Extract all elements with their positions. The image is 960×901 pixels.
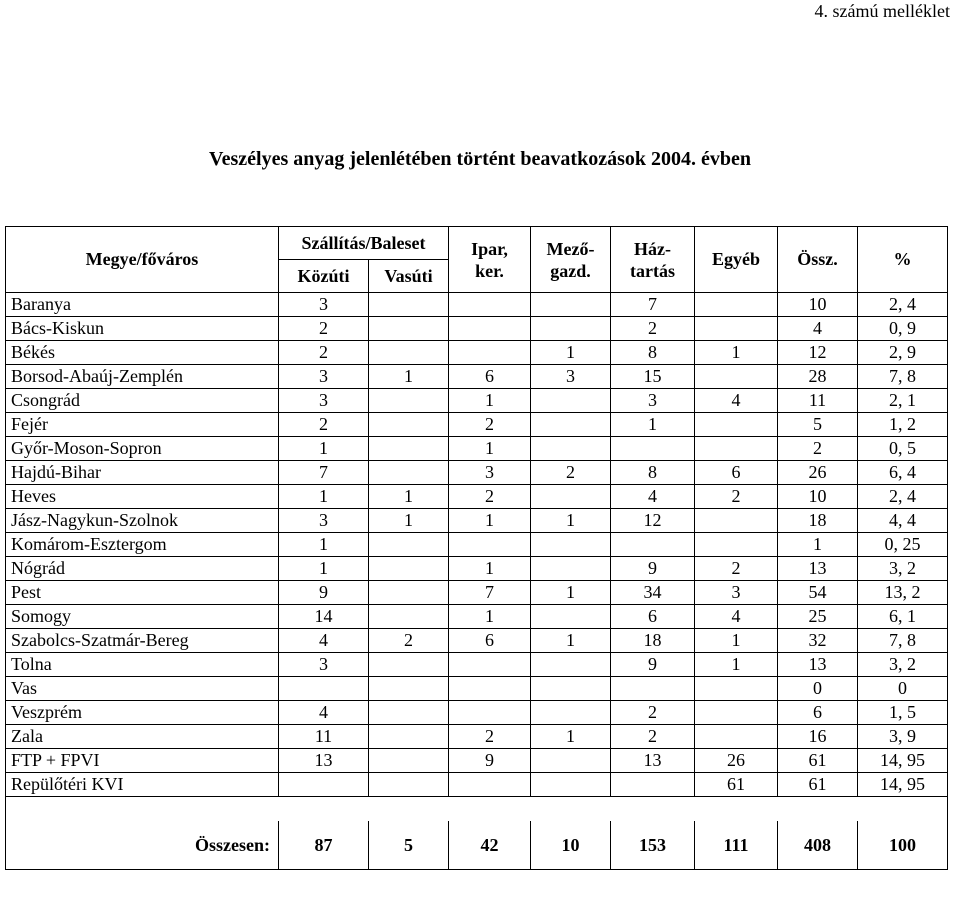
value-cell bbox=[369, 701, 449, 725]
value-cell: 11 bbox=[778, 389, 858, 413]
value-cell: 61 bbox=[695, 773, 778, 797]
county-cell: Veszprém bbox=[6, 701, 279, 725]
value-cell bbox=[449, 317, 531, 341]
col-header-total: Össz. bbox=[778, 227, 858, 293]
col-header-rail: Vasúti bbox=[369, 260, 449, 293]
value-cell: 2, 4 bbox=[858, 293, 948, 317]
value-cell: 2 bbox=[449, 725, 531, 749]
county-cell: Repülőtéri KVI bbox=[6, 773, 279, 797]
value-cell: 1, 2 bbox=[858, 413, 948, 437]
value-cell: 2 bbox=[695, 557, 778, 581]
value-cell: 1 bbox=[449, 557, 531, 581]
col-header-household-line2: tartás bbox=[630, 260, 675, 281]
value-cell: 2, 1 bbox=[858, 389, 948, 413]
totals-cell: 153 bbox=[611, 821, 695, 870]
value-cell: 2 bbox=[279, 413, 369, 437]
value-cell: 8 bbox=[611, 341, 695, 365]
value-cell: 32 bbox=[778, 629, 858, 653]
value-cell bbox=[531, 389, 611, 413]
table-row bbox=[6, 293, 948, 317]
col-header-transport: Szállítás/Baleset bbox=[279, 227, 449, 260]
value-cell: 7 bbox=[449, 581, 531, 605]
value-cell: 10 bbox=[778, 485, 858, 509]
value-cell: 3 bbox=[449, 461, 531, 485]
county-cell: Heves bbox=[6, 485, 279, 509]
value-cell bbox=[695, 365, 778, 389]
value-cell: 4 bbox=[279, 629, 369, 653]
value-cell: 3, 2 bbox=[858, 653, 948, 677]
value-cell: 1 bbox=[531, 629, 611, 653]
value-cell: 0 bbox=[778, 677, 858, 701]
value-cell: 2 bbox=[279, 317, 369, 341]
col-header-other: Egyéb bbox=[695, 227, 778, 293]
value-cell bbox=[369, 533, 449, 557]
value-cell: 18 bbox=[611, 629, 695, 653]
value-cell: 14, 95 bbox=[858, 749, 948, 773]
value-cell bbox=[611, 677, 695, 701]
value-cell bbox=[369, 317, 449, 341]
value-cell bbox=[369, 725, 449, 749]
value-cell: 2 bbox=[449, 413, 531, 437]
value-cell: 7 bbox=[611, 293, 695, 317]
incident-table bbox=[5, 226, 948, 870]
table-row bbox=[6, 437, 948, 461]
value-cell bbox=[695, 677, 778, 701]
county-cell: Jász-Nagykun-Szolnok bbox=[6, 509, 279, 533]
value-cell: 0, 9 bbox=[858, 317, 948, 341]
totals-cell: 10 bbox=[531, 821, 611, 870]
value-cell: 3 bbox=[279, 509, 369, 533]
value-cell: 12 bbox=[778, 341, 858, 365]
table-row bbox=[6, 509, 948, 533]
value-cell: 14, 95 bbox=[858, 773, 948, 797]
value-cell bbox=[449, 653, 531, 677]
value-cell: 1 bbox=[369, 365, 449, 389]
totals-cell: 42 bbox=[449, 821, 531, 870]
value-cell bbox=[695, 725, 778, 749]
spacer-cell bbox=[6, 797, 948, 822]
value-cell: 9 bbox=[611, 557, 695, 581]
value-cell bbox=[369, 581, 449, 605]
value-cell bbox=[369, 749, 449, 773]
value-cell: 2 bbox=[531, 461, 611, 485]
value-cell: 1 bbox=[449, 389, 531, 413]
value-cell: 4 bbox=[611, 485, 695, 509]
value-cell bbox=[279, 773, 369, 797]
value-cell: 2 bbox=[611, 701, 695, 725]
value-cell bbox=[531, 413, 611, 437]
value-cell: 3 bbox=[611, 389, 695, 413]
value-cell: 34 bbox=[611, 581, 695, 605]
value-cell bbox=[531, 293, 611, 317]
totals-cell: 408 bbox=[778, 821, 858, 870]
totals-cell: 111 bbox=[695, 821, 778, 870]
value-cell: 1 bbox=[531, 341, 611, 365]
value-cell bbox=[531, 533, 611, 557]
totals-cell: 87 bbox=[279, 821, 369, 870]
annex-label: 4. számú melléklet bbox=[814, 1, 950, 21]
value-cell: 54 bbox=[778, 581, 858, 605]
value-cell bbox=[695, 533, 778, 557]
value-cell bbox=[369, 293, 449, 317]
value-cell bbox=[531, 653, 611, 677]
county-cell: Zala bbox=[6, 725, 279, 749]
value-cell bbox=[279, 677, 369, 701]
col-header-industry-line1: Ipar, bbox=[471, 238, 508, 259]
col-header-road: Közúti bbox=[279, 260, 369, 293]
value-cell bbox=[611, 437, 695, 461]
county-cell: FTP + FPVI bbox=[6, 749, 279, 773]
value-cell: 6 bbox=[449, 365, 531, 389]
value-cell: 1 bbox=[695, 629, 778, 653]
value-cell: 6, 1 bbox=[858, 605, 948, 629]
value-cell: 1 bbox=[695, 341, 778, 365]
value-cell: 8 bbox=[611, 461, 695, 485]
totals-cell: 100 bbox=[858, 821, 948, 870]
county-cell: Győr-Moson-Sopron bbox=[6, 437, 279, 461]
value-cell: 2 bbox=[369, 629, 449, 653]
value-cell: 1 bbox=[279, 557, 369, 581]
value-cell: 1 bbox=[695, 653, 778, 677]
county-cell: Hajdú-Bihar bbox=[6, 461, 279, 485]
county-cell: Nógrád bbox=[6, 557, 279, 581]
value-cell: 2 bbox=[279, 341, 369, 365]
value-cell: 6 bbox=[611, 605, 695, 629]
value-cell: 1 bbox=[369, 485, 449, 509]
value-cell: 1 bbox=[369, 509, 449, 533]
value-cell: 3, 9 bbox=[858, 725, 948, 749]
value-cell bbox=[449, 533, 531, 557]
value-cell: 1 bbox=[279, 437, 369, 461]
value-cell: 4, 4 bbox=[858, 509, 948, 533]
table-row bbox=[6, 701, 948, 725]
table-row bbox=[6, 653, 948, 677]
table-row bbox=[6, 317, 948, 341]
value-cell bbox=[695, 509, 778, 533]
value-cell: 1 bbox=[279, 533, 369, 557]
table-row bbox=[6, 605, 948, 629]
value-cell: 61 bbox=[778, 773, 858, 797]
county-cell: Pest bbox=[6, 581, 279, 605]
table-row bbox=[6, 461, 948, 485]
value-cell bbox=[531, 701, 611, 725]
value-cell: 9 bbox=[611, 653, 695, 677]
value-cell: 25 bbox=[778, 605, 858, 629]
value-cell bbox=[531, 677, 611, 701]
value-cell bbox=[695, 413, 778, 437]
value-cell bbox=[531, 773, 611, 797]
value-cell bbox=[369, 557, 449, 581]
col-header-industry-line2: ker. bbox=[475, 260, 504, 281]
table-row bbox=[6, 581, 948, 605]
value-cell: 2 bbox=[611, 725, 695, 749]
table-body bbox=[6, 293, 948, 870]
value-cell: 1 bbox=[778, 533, 858, 557]
value-cell: 15 bbox=[611, 365, 695, 389]
value-cell: 9 bbox=[279, 581, 369, 605]
value-cell bbox=[449, 773, 531, 797]
col-header-agriculture-line2: gazd. bbox=[550, 260, 591, 281]
county-cell: Baranya bbox=[6, 293, 279, 317]
value-cell: 3 bbox=[695, 581, 778, 605]
value-cell: 7 bbox=[279, 461, 369, 485]
value-cell bbox=[695, 293, 778, 317]
value-cell: 0 bbox=[858, 677, 948, 701]
county-cell: Borsod-Abaúj-Zemplén bbox=[6, 365, 279, 389]
value-cell bbox=[531, 485, 611, 509]
totals-row bbox=[6, 821, 948, 870]
table-row bbox=[6, 773, 948, 797]
value-cell bbox=[369, 461, 449, 485]
col-header-county: Megye/főváros bbox=[6, 227, 279, 293]
value-cell: 1, 5 bbox=[858, 701, 948, 725]
county-cell: Vas bbox=[6, 677, 279, 701]
county-cell: Bács-Kiskun bbox=[6, 317, 279, 341]
value-cell bbox=[449, 293, 531, 317]
value-cell: 1 bbox=[531, 725, 611, 749]
value-cell: 4 bbox=[695, 605, 778, 629]
value-cell bbox=[369, 413, 449, 437]
value-cell: 2, 9 bbox=[858, 341, 948, 365]
county-cell: Tolna bbox=[6, 653, 279, 677]
value-cell bbox=[369, 677, 449, 701]
county-cell: Fejér bbox=[6, 413, 279, 437]
value-cell bbox=[695, 437, 778, 461]
value-cell: 12 bbox=[611, 509, 695, 533]
county-cell: Békés bbox=[6, 341, 279, 365]
page-title: Veszélyes anyag jelenlétében történt beavatkozások 2004. évben bbox=[209, 148, 751, 170]
value-cell: 2 bbox=[695, 485, 778, 509]
table-row bbox=[6, 725, 948, 749]
value-cell: 2, 4 bbox=[858, 485, 948, 509]
value-cell: 0, 25 bbox=[858, 533, 948, 557]
value-cell: 6 bbox=[695, 461, 778, 485]
county-cell: Somogy bbox=[6, 605, 279, 629]
value-cell: 13 bbox=[611, 749, 695, 773]
table-row bbox=[6, 557, 948, 581]
value-cell: 11 bbox=[279, 725, 369, 749]
value-cell bbox=[449, 341, 531, 365]
value-cell bbox=[695, 701, 778, 725]
value-cell: 6 bbox=[778, 701, 858, 725]
value-cell: 0, 5 bbox=[858, 437, 948, 461]
value-cell: 16 bbox=[778, 725, 858, 749]
table-row bbox=[6, 413, 948, 437]
value-cell bbox=[369, 437, 449, 461]
value-cell: 4 bbox=[279, 701, 369, 725]
value-cell bbox=[531, 749, 611, 773]
value-cell bbox=[449, 701, 531, 725]
value-cell bbox=[449, 677, 531, 701]
value-cell: 1 bbox=[449, 437, 531, 461]
value-cell bbox=[531, 605, 611, 629]
table-row bbox=[6, 677, 948, 701]
value-cell: 1 bbox=[531, 509, 611, 533]
spacer-row bbox=[6, 797, 948, 822]
value-cell: 18 bbox=[778, 509, 858, 533]
value-cell: 3 bbox=[279, 365, 369, 389]
value-cell: 2 bbox=[449, 485, 531, 509]
value-cell bbox=[611, 773, 695, 797]
value-cell bbox=[611, 533, 695, 557]
value-cell bbox=[531, 437, 611, 461]
col-header-industry bbox=[449, 227, 531, 293]
table-row bbox=[6, 749, 948, 773]
value-cell: 1 bbox=[449, 605, 531, 629]
value-cell: 13 bbox=[778, 653, 858, 677]
value-cell bbox=[369, 605, 449, 629]
value-cell: 26 bbox=[695, 749, 778, 773]
value-cell: 13 bbox=[279, 749, 369, 773]
value-cell: 3 bbox=[279, 653, 369, 677]
col-header-agriculture-line1: Mező- bbox=[546, 238, 595, 259]
value-cell: 1 bbox=[279, 485, 369, 509]
table-row bbox=[6, 365, 948, 389]
value-cell: 13 bbox=[778, 557, 858, 581]
value-cell: 3 bbox=[531, 365, 611, 389]
value-cell: 3, 2 bbox=[858, 557, 948, 581]
table-row bbox=[6, 533, 948, 557]
table-row bbox=[6, 629, 948, 653]
county-cell: Szabolcs-Szatmár-Bereg bbox=[6, 629, 279, 653]
value-cell bbox=[369, 389, 449, 413]
value-cell: 61 bbox=[778, 749, 858, 773]
value-cell bbox=[369, 341, 449, 365]
value-cell: 1 bbox=[449, 509, 531, 533]
totals-cell: 5 bbox=[369, 821, 449, 870]
value-cell: 7, 8 bbox=[858, 365, 948, 389]
value-cell bbox=[369, 773, 449, 797]
value-cell: 2 bbox=[778, 437, 858, 461]
value-cell: 6 bbox=[449, 629, 531, 653]
table-row bbox=[6, 389, 948, 413]
county-cell: Csongrád bbox=[6, 389, 279, 413]
value-cell: 5 bbox=[778, 413, 858, 437]
value-cell: 26 bbox=[778, 461, 858, 485]
col-header-agriculture bbox=[531, 227, 611, 293]
value-cell: 3 bbox=[279, 293, 369, 317]
value-cell: 10 bbox=[778, 293, 858, 317]
value-cell bbox=[369, 653, 449, 677]
col-header-household bbox=[611, 227, 695, 293]
value-cell bbox=[531, 557, 611, 581]
value-cell: 14 bbox=[279, 605, 369, 629]
value-cell bbox=[695, 317, 778, 341]
value-cell: 7, 8 bbox=[858, 629, 948, 653]
value-cell: 13, 2 bbox=[858, 581, 948, 605]
table-row bbox=[6, 341, 948, 365]
value-cell: 9 bbox=[449, 749, 531, 773]
value-cell bbox=[531, 317, 611, 341]
value-cell: 3 bbox=[279, 389, 369, 413]
totals-label: Összesen: bbox=[6, 821, 279, 870]
table-row bbox=[6, 485, 948, 509]
value-cell: 6, 4 bbox=[858, 461, 948, 485]
col-header-percent: % bbox=[858, 227, 948, 293]
value-cell: 4 bbox=[778, 317, 858, 341]
value-cell: 1 bbox=[611, 413, 695, 437]
value-cell: 2 bbox=[611, 317, 695, 341]
county-cell: Komárom-Esztergom bbox=[6, 533, 279, 557]
col-header-household-line1: Ház- bbox=[634, 238, 671, 259]
value-cell: 4 bbox=[695, 389, 778, 413]
value-cell: 1 bbox=[531, 581, 611, 605]
value-cell: 28 bbox=[778, 365, 858, 389]
